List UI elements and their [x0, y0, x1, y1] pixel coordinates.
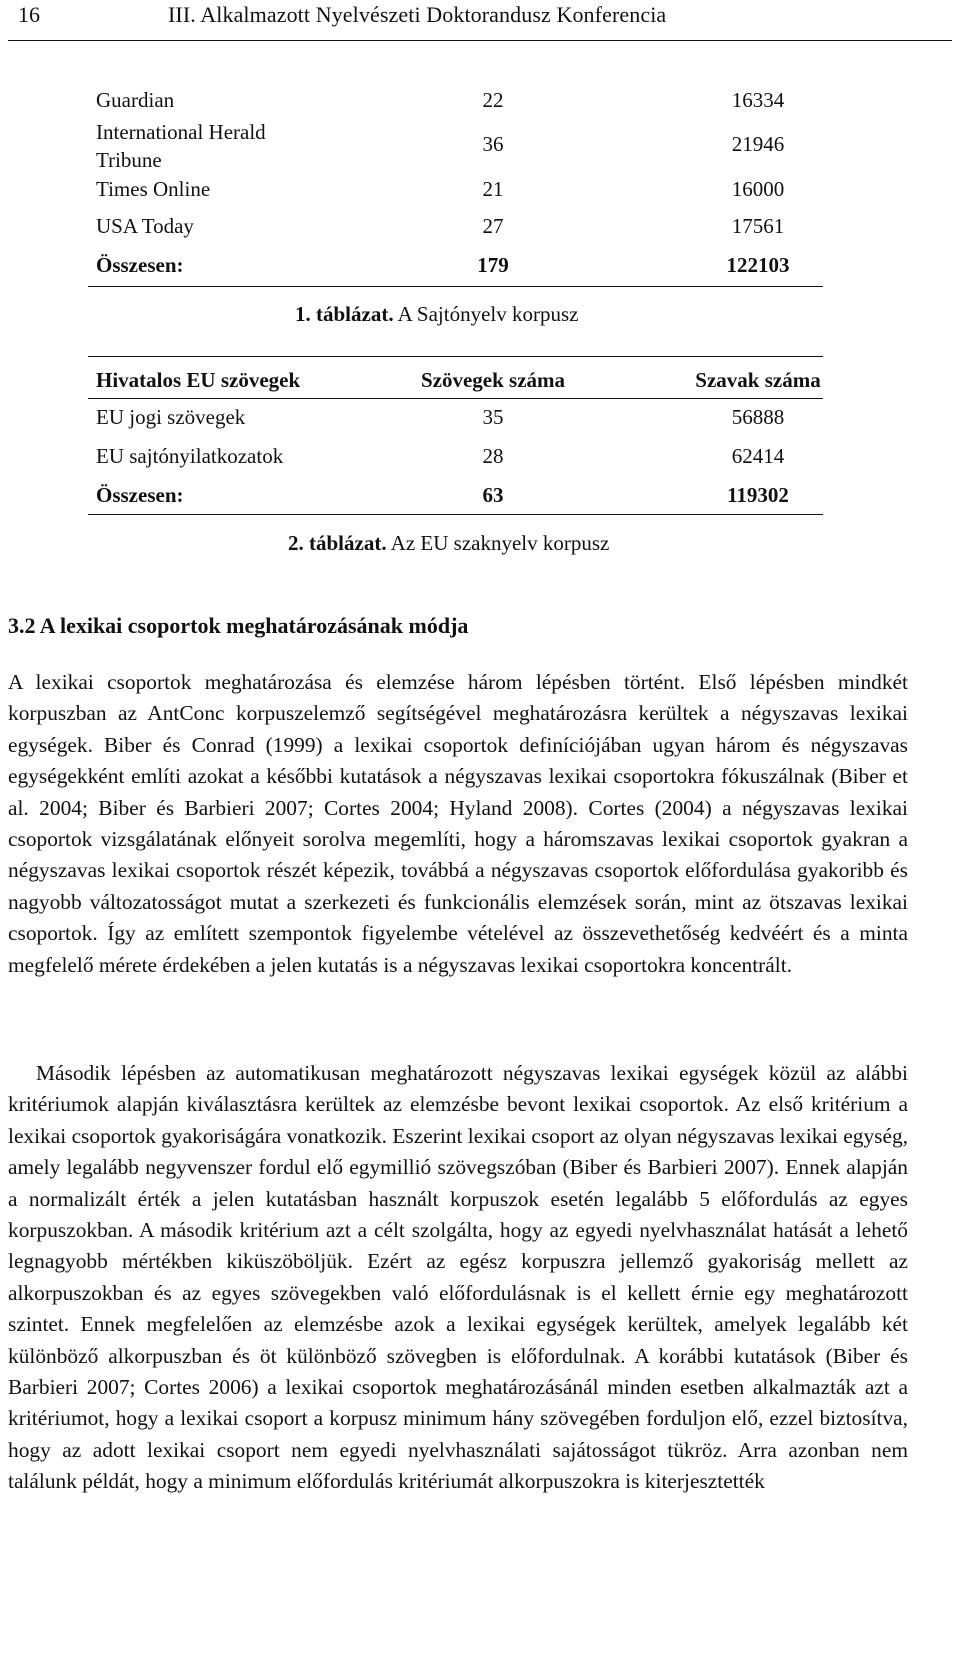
header-name: Hivatalos EU szövegek	[96, 368, 301, 392]
total-words: 119302	[727, 483, 789, 507]
section-heading: 3.2 A lexikai csoportok meghatározásának módja	[8, 613, 469, 638]
body-paragraph: A lexikai csoportok meghatározása és elemzése három lépésben történt. Első lépésben mindkét korpuszban az AntConc korpuszelemző segítségével meghatározásra kerültek a négyszavas lexikai egységek. Biber és Conrad (1999) a lexikai csoportok definíciójában ugyan három és négyszavas egységekként említi azokat a későbbi kutatások a négyszavas lexikai csoportokra fókuszálnak (Biber et al. 2004; Biber és Barbieri 2007; Cortes 2004; Hyland 2008). Cortes (2004) a négyszavas lexikai csoportok vizsgálatának előnyeit sorolva megemlíti, hogy a háromszavas lexikai csoportok gyakran a négyszavas lexikai csoportok részét képezik, továbbá a négyszavas csoportok előfordulása gyakoribb és nagyobb változatosságot mutat a szerkezeti és funkcionális elemzések során, mint az ötszavas lexikai csoportok. Így az említett szempontok figyelembe vételével az összevethetőség kedvéért és a minta megfelelő mérete érdekében a jelen kutatás is a négyszavas lexikai csoportokra koncentrált.	[8, 670, 908, 977]
caption-text: Az EU szaknyelv korpusz	[390, 531, 610, 555]
cell-words: 62414	[731, 444, 785, 468]
header-words: Szavak száma	[695, 368, 821, 392]
total-label: Összesen:	[96, 253, 184, 277]
table-caption-2	[288, 531, 609, 556]
cell-name: USA Today	[96, 214, 194, 238]
total-texts: 63	[482, 483, 504, 507]
table-caption-1	[295, 302, 579, 327]
cell-texts: 22	[482, 88, 504, 112]
cell-texts: 28	[482, 444, 504, 468]
total-words: 122103	[726, 253, 790, 277]
table-top-rule	[88, 356, 823, 357]
cell-words: 17561	[731, 214, 785, 238]
caption-label: 2. táblázat.	[288, 531, 387, 555]
cell-name: Guardian	[96, 88, 175, 112]
table-bottom-rule	[88, 286, 823, 287]
table-bottom-rule	[88, 514, 823, 515]
cell-words: 16000	[731, 177, 785, 201]
cell-texts: 27	[482, 214, 504, 238]
body-paragraph: Második lépésben az automatikusan meghatározott négyszavas lexikai egységek közül az alábbi kritériumok alapján kiválasztásra kerültek az elemzésbe bevont lexikai csoportok. Az első kritérium a lexikai csoportok gyakoriságára vonatkozik. Eszerint lexikai csoport az olyan négyszavas lexikai egység, amely legalább negyvenszer fordul elő egymillió szövegszóban (Biber és Barbieri 2007). Ennek alapján a normalizált érték a jelen kutatásban használt korpuszok esetén legalább 5 előfordulás az egyes korpuszokban. A második kritérium azt a célt szolgálta, hogy az egyedi nyelvhasználat hatását a lehető legnagyobb mértékben kiküszöböljük. Ezért az egész korpuszra jellemző gyakoriság mellett az alkorpuszokban és az egyes szövegekben való előfordulásnak is el kellett érnie egy meghatározott szintet. Ennek megfelelően az elemzésbe azok a lexikai egységek kerültek, amelyek legalább két különböző alkorpuszban és öt különböző szövegben is előfordulnak. A korábbi kutatások (Biber és Barbieri 2007; Cortes 2006) a lexikai csoportok meghatározásánál minden esetben alkalmazták azt a kritériumot, hogy a lexikai csoport a korpusz minimum hány szövegében forduljon elő, ezzel biztosítva, hogy az adott lexikai csoport nem egyedi nyelvhasználati sajátosságot tükröz. Arra azonban nem találunk példát, hogy a minimum előfordulás kritériumát alkorpuszokra is kiterjesztették	[8, 1061, 908, 1494]
total-texts: 179	[477, 253, 509, 277]
cell-name: International Herald Tribune	[96, 120, 266, 172]
table-header-rule	[88, 398, 823, 399]
cell-name: EU sajtónyilatkozatok	[96, 444, 284, 468]
cell-words: 21946	[731, 132, 785, 156]
cell-name: EU jogi szövegek	[96, 405, 246, 429]
page-header	[8, 0, 952, 41]
caption-label: 1. táblázat.	[295, 302, 394, 326]
page-number: 16	[18, 2, 40, 27]
cell-name: Times Online	[96, 177, 211, 201]
cell-words: 16334	[731, 88, 785, 112]
cell-texts: 21	[482, 177, 504, 201]
total-label: Összesen:	[96, 483, 184, 507]
cell-texts: 36	[482, 132, 504, 156]
header-texts: Szövegek száma	[420, 368, 566, 392]
running-title: III. Alkalmazott Nyelvészeti Doktorandusz Konferencia	[168, 2, 667, 27]
caption-text: A Sajtónyelv korpusz	[397, 302, 579, 326]
cell-texts: 35	[482, 405, 504, 429]
cell-words: 56888	[731, 405, 785, 429]
